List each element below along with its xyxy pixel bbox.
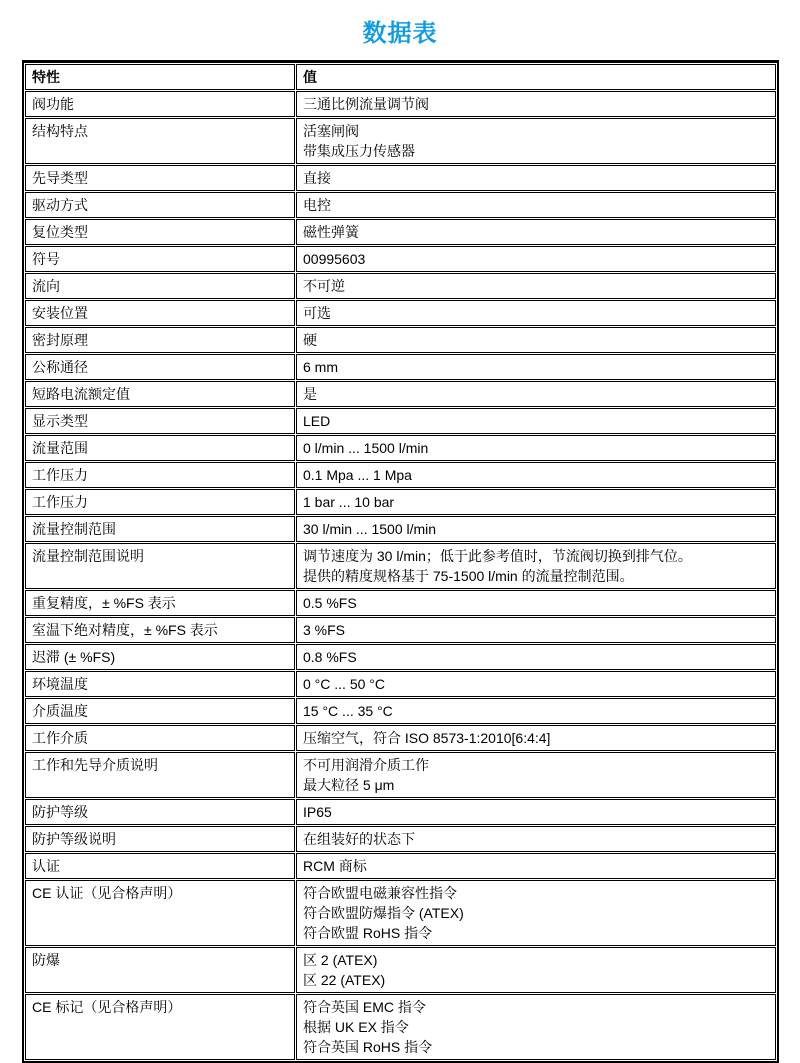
row-value [296,617,776,643]
row-value [296,273,776,299]
table-row [25,91,776,117]
table-row [25,165,776,191]
spec-table [22,60,779,1063]
row-value [296,219,776,245]
row-value [296,435,776,461]
table-row [25,327,776,353]
table-row [25,725,776,751]
row-value [296,994,776,1060]
row-value [296,91,776,117]
table-row [25,853,776,879]
table-row [25,408,776,434]
row-label: 室温下绝对精度，± %FS 表示 [25,617,295,643]
table-row [25,947,776,993]
row-label: 介质温度 [25,698,295,724]
row-label: 安装位置 [25,300,295,326]
value-line: 0.8 %FS [303,649,357,665]
row-value [296,246,776,272]
value-line: 不可逆 [303,278,345,294]
row-value [296,947,776,993]
value-line: RCM 商标 [303,858,367,874]
value-line: 是 [303,386,317,402]
table-row [25,698,776,724]
row-value [296,354,776,380]
value-line: 三通比例流量调节阀 [303,96,429,112]
row-label: 复位类型 [25,219,295,245]
value-line: 带集成压力传感器 [303,143,415,159]
row-value [296,165,776,191]
value-line: 电控 [303,197,331,213]
value-line: 符合欧盟防爆指令 (ATEX) [303,905,464,921]
value-line: 调节速度为 30 l/min；低于此参考值时，节流阀切换到排气位。 [303,548,692,564]
row-label: 短路电流额定值 [25,381,295,407]
table-row [25,273,776,299]
value-line: 符合英国 RoHS 指令 [303,1039,433,1055]
table-row [25,826,776,852]
value-line: 可选 [303,305,331,321]
row-value [296,826,776,852]
row-label: 流量范围 [25,435,295,461]
value-line: IP65 [303,804,332,820]
row-label: 工作和先导介质说明 [25,752,295,798]
value-line: 提供的精度规格基于 75-1500 l/min 的流量控制范围。 [303,568,634,584]
row-label: 防爆 [25,947,295,993]
value-line: 6 mm [303,359,338,375]
value-line: 硬 [303,332,317,348]
table-row [25,671,776,697]
value-line: 直接 [303,170,331,186]
table-row [25,192,776,218]
row-label: 流量控制范围说明 [25,543,295,589]
row-label: 密封原理 [25,327,295,353]
value-line: 符合欧盟电磁兼容性指令 [303,885,457,901]
row-value [296,880,776,946]
row-label: 防护等级 [25,799,295,825]
table-row [25,300,776,326]
row-value [296,853,776,879]
row-label: 工作压力 [25,462,295,488]
table-row [25,994,776,1060]
row-value [296,725,776,751]
row-label: 公称通径 [25,354,295,380]
row-value [296,543,776,589]
row-label: 符号 [25,246,295,272]
header-characteristic: 特性 [25,64,295,90]
row-value [296,462,776,488]
value-line: 30 l/min ... 1500 l/min [303,521,437,537]
table-row [25,617,776,643]
table-row [25,880,776,946]
table-row [25,644,776,670]
row-value [296,489,776,515]
value-line: 区 22 (ATEX) [303,972,386,988]
row-label: CE 标记（见合格声明） [25,994,295,1060]
value-line: 磁性弹簧 [303,224,359,240]
row-label: 结构特点 [25,118,295,164]
row-value [296,516,776,542]
row-value [296,192,776,218]
value-line: 符合欧盟 RoHS 指令 [303,925,433,941]
row-label: CE 认证（见合格声明） [25,880,295,946]
value-line: 0.5 %FS [303,595,357,611]
value-line: 0 °C ... 50 °C [303,676,386,692]
table-row [25,118,776,164]
row-label: 阀功能 [25,91,295,117]
row-value [296,644,776,670]
row-value [296,381,776,407]
table-row [25,799,776,825]
row-label: 防护等级说明 [25,826,295,852]
table-row [25,489,776,515]
page-title: 数据表 [362,20,438,47]
row-label: 环境温度 [25,671,295,697]
table-row [25,246,776,272]
row-label: 迟滞 (± %FS) [25,644,295,670]
row-value [296,671,776,697]
row-label: 驱动方式 [25,192,295,218]
row-label: 工作压力 [25,489,295,515]
row-value [296,590,776,616]
table-row [25,354,776,380]
table-row [25,543,776,589]
row-label: 流量控制范围 [25,516,295,542]
table-row [25,435,776,461]
value-line: 0 l/min ... 1500 l/min [303,440,429,456]
value-line: 15 °C ... 35 °C [303,703,393,719]
row-value [296,327,776,353]
row-label: 流向 [25,273,295,299]
value-line: 根据 UK EX 指令 [303,1019,409,1035]
header-value: 值 [296,64,776,90]
row-value [296,118,776,164]
value-line: 3 %FS [303,622,346,638]
spec-table-body [25,91,776,1060]
row-label: 工作介质 [25,725,295,751]
table-row [25,590,776,616]
row-value [296,408,776,434]
row-label: 认证 [25,853,295,879]
row-value [296,300,776,326]
table-row [25,462,776,488]
row-label: 显示类型 [25,408,295,434]
table-row [25,516,776,542]
value-line: 0.1 Mpa ... 1 Mpa [303,467,412,483]
table-row [25,219,776,245]
row-value [296,752,776,798]
row-label: 重复精度，± %FS 表示 [25,590,295,616]
table-row [25,752,776,798]
table-row [25,381,776,407]
row-value [296,698,776,724]
row-label: 先导类型 [25,165,295,191]
value-line: 不可用润滑介质工作 [303,757,429,773]
value-line: 符合英国 EMC 指令 [303,999,426,1015]
value-line: 在组装好的状态下 [303,831,415,847]
value-line: 区 2 (ATEX) [303,952,378,968]
value-line: 最大粒径 5 μm [303,777,395,793]
value-line: 活塞闸阀 [303,123,359,139]
header-row [25,64,776,90]
value-line: 00995603 [303,251,366,267]
row-value [296,799,776,825]
value-line: 1 bar ... 10 bar [303,494,395,510]
value-line: LED [303,413,331,429]
value-line: 压缩空气，符合 ISO 8573-1:2010[6:4:4] [303,730,551,746]
